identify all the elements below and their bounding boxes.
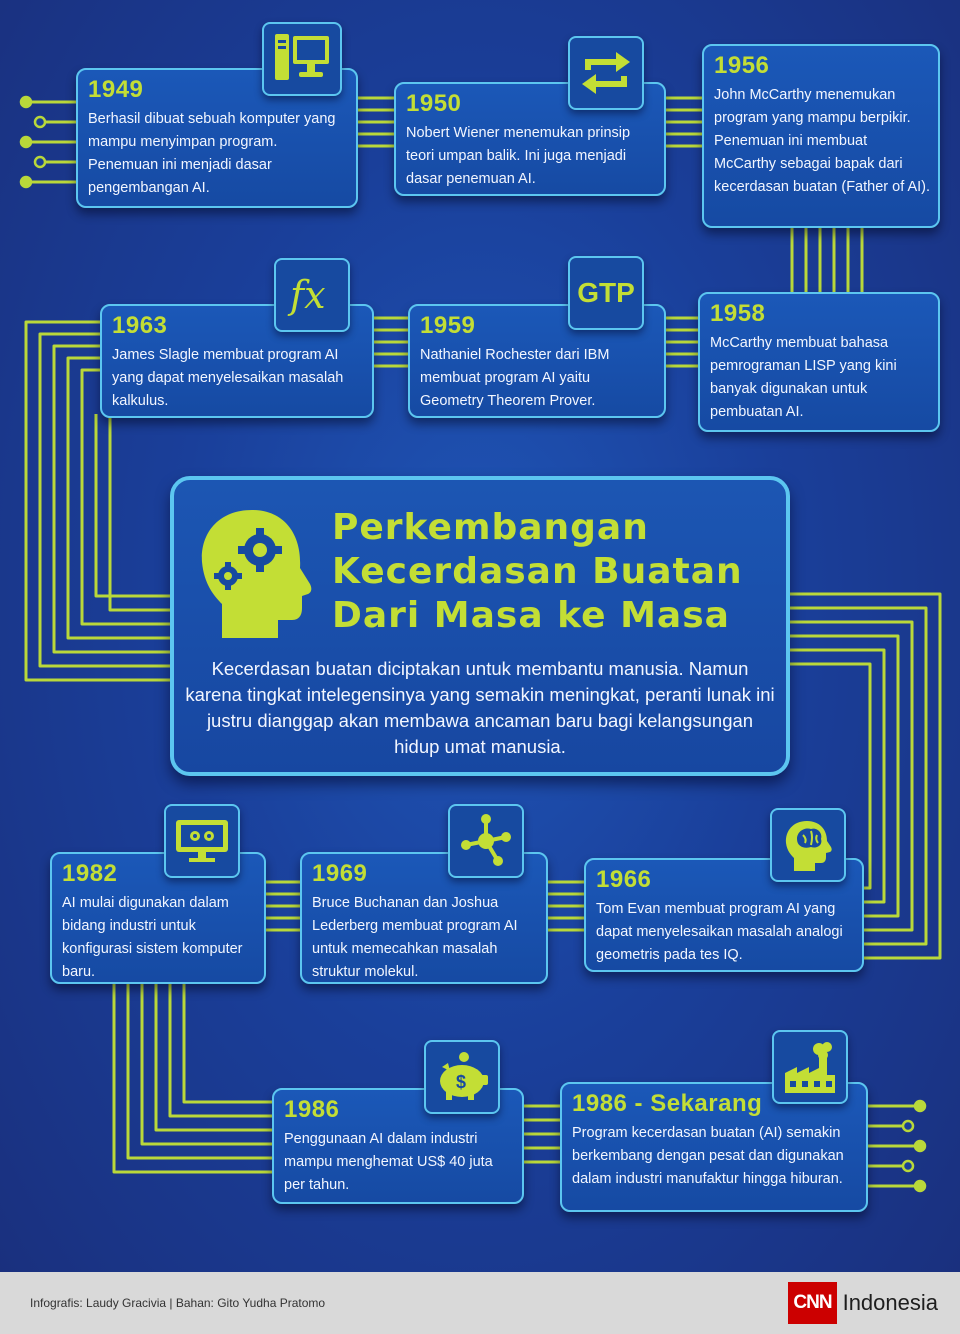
event-card-1958 (698, 292, 940, 432)
event-year: 1986 - Sekarang (572, 1090, 763, 1117)
brain-gears-icon (194, 504, 314, 644)
event-text: Berhasil dibuat sebuah komputer yang mampu menyimpan program. Penemuan ini menjadi dasar pengembangan AI. (88, 111, 336, 196)
description: Kecerdasan buatan diciptakan untuk membantu manusia. Namun karena tingkat intelegensinya yang semakin meningkat, peranti lunak ini justru dianggap akan membawa ancaman baru bagi kelangsungan hidup umat manusia. (185, 658, 775, 757)
gtp-icon (568, 256, 644, 330)
cnn-logo-mark: CNN (788, 1282, 836, 1324)
computer-icon (262, 22, 342, 96)
event-text: John McCarthy menemukan program yang mampu berpikir. Penemuan ini membuat McCarthy sebagai bapak dari kecerdasan buatan (Father of AI). (714, 87, 931, 195)
event-text: James Slagle membuat program AI yang dapat menyelesaikan masalah kalkulus. (112, 347, 344, 409)
event-text: Program kecerdasan buatan (AI) semakin berkembang dengan pesat dan digunakan dalam industri manufaktur hingga hiburan. (572, 1125, 844, 1187)
gtp-icon-label: GTP (577, 277, 635, 308)
footer (0, 1272, 960, 1334)
event-year: 1949 (88, 76, 144, 103)
function-icon (274, 258, 350, 332)
page-title (332, 506, 743, 638)
event-year: 1986 (284, 1096, 340, 1123)
event-card-1956 (702, 44, 940, 228)
event-year: 1966 (596, 866, 652, 893)
piggy-bank-icon (424, 1040, 500, 1114)
event-text: AI mulai digunakan dalam bidang industri untuk konfigurasi sistem komputer baru. (62, 895, 243, 980)
credit-text: Infografis: Laudy Gracivia | Bahan: Gito Yudha Pratomo (30, 1296, 326, 1310)
function-icon-glyph: fx (290, 273, 326, 317)
event-year: 1969 (312, 860, 368, 887)
event-text: Penggunaan AI dalam industri mampu menghemat US$ 40 juta per tahun. (284, 1131, 493, 1193)
brain-head-icon (770, 808, 846, 882)
title-panel (170, 476, 790, 776)
svg-text:$: $ (456, 1072, 467, 1092)
event-text: McCarthy membuat bahasa pemrograman LISP yang kini banyak digunakan untuk pembuatan AI. (710, 335, 897, 420)
event-text: Bruce Buchanan dan Joshua Lederberg membuat program AI untuk memecahkan masalah struktur molekul. (312, 895, 518, 980)
title-line: Dari Masa ke Masa (332, 595, 730, 636)
cnn-indonesia-logo (788, 1280, 938, 1326)
title-line: Perkembangan (332, 507, 649, 548)
monitor-gears-icon (164, 804, 240, 878)
logo-text: Indonesia (842, 1290, 938, 1315)
event-text: Tom Evan membuat program AI yang dapat menyelesaikan masalah analogi geometris pada tes IQ. (596, 901, 843, 963)
event-year: 1950 (406, 90, 462, 117)
molecule-icon (448, 804, 524, 878)
feedback-loop-icon (568, 36, 644, 110)
event-year: 1959 (420, 312, 476, 339)
event-year: 1956 (714, 52, 770, 79)
title-line: Kecerdasan Buatan (332, 551, 743, 592)
factory-icon (772, 1030, 848, 1104)
event-year: 1982 (62, 860, 118, 887)
event-text: Nathaniel Rochester dari IBM membuat program AI yaitu Geometry Theorem Prover. (420, 347, 610, 409)
event-year: 1963 (112, 312, 168, 339)
event-year: 1958 (710, 300, 766, 327)
event-text: Nobert Wiener menemukan prinsip teori umpan balik. Ini juga menjadi dasar penemuan AI. (406, 125, 631, 187)
